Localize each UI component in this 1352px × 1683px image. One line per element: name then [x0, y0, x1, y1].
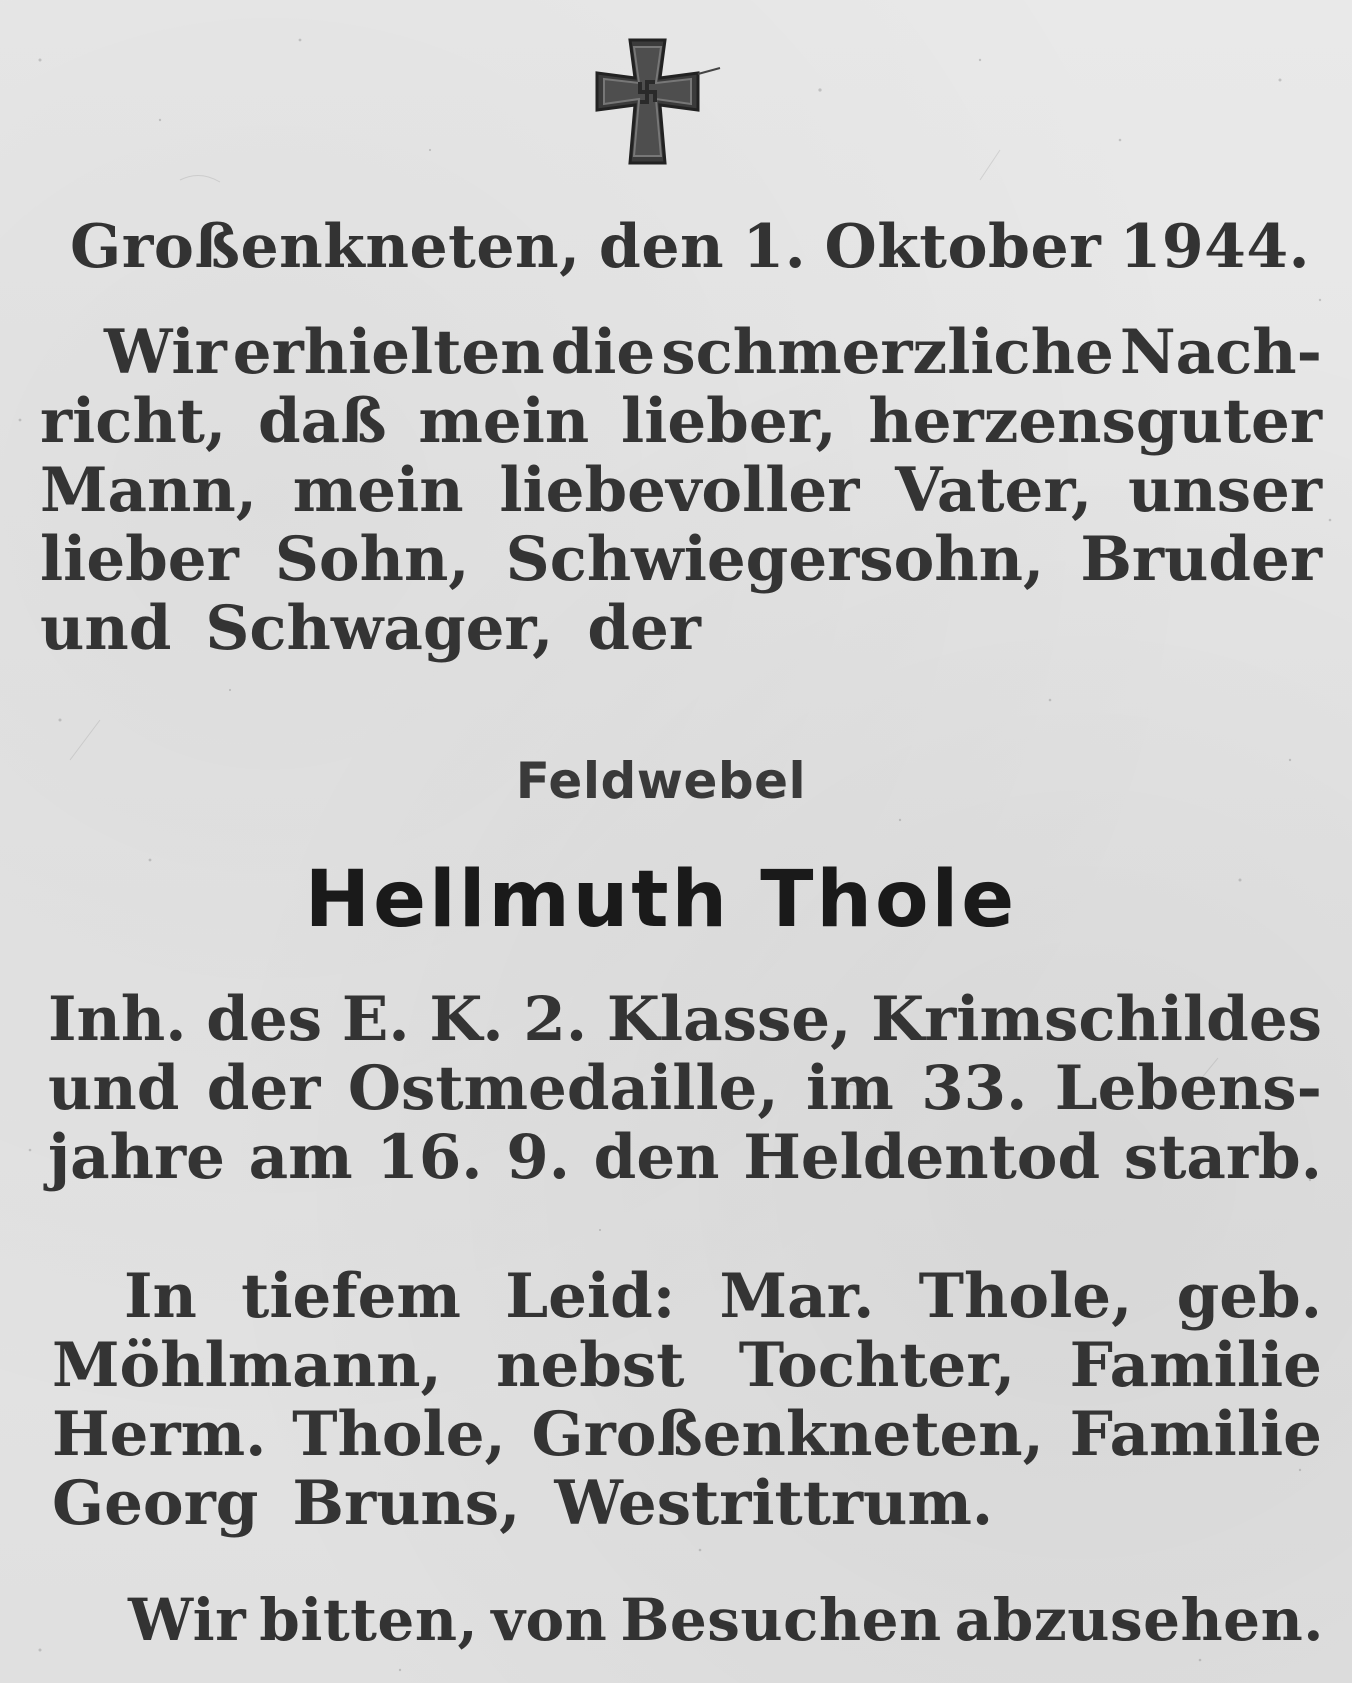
word: Thole,: [918, 1261, 1133, 1332]
word: Georg: [52, 1468, 259, 1539]
word: Thole,: [292, 1399, 506, 1470]
word: Mar.: [719, 1261, 875, 1332]
word: jahre: [48, 1122, 225, 1193]
word: schmerzliche: [661, 317, 1114, 388]
intro-paragraph: [40, 318, 1322, 663]
word: bitten,: [259, 1586, 479, 1654]
word: Leid:: [505, 1261, 676, 1332]
mourners-line: [52, 1400, 1322, 1469]
word: erhielten: [232, 317, 545, 388]
word: von: [491, 1586, 608, 1654]
word: Lebens-: [1054, 1053, 1322, 1124]
details-line: [48, 1123, 1322, 1192]
intro-line: [40, 456, 1322, 525]
word: lieber: [40, 524, 239, 595]
details-line: [48, 985, 1322, 1054]
details-line: [48, 1054, 1322, 1123]
word: lieber,: [621, 386, 837, 457]
word: mein: [418, 386, 590, 457]
word: 2.: [523, 984, 588, 1055]
intro-line: [40, 525, 1322, 594]
place-text: Großenkneten,: [70, 212, 581, 282]
word: Sohn,: [274, 524, 470, 595]
word: herzensguter: [868, 386, 1322, 457]
word: richt,: [40, 386, 227, 457]
word: unser: [1128, 455, 1322, 526]
word: Vater,: [895, 455, 1093, 526]
iron-cross-icon: [570, 38, 725, 168]
word: Wir: [104, 317, 227, 388]
mourners-line: [52, 1262, 1322, 1331]
word: Mann,: [40, 455, 257, 526]
word: nebst: [496, 1330, 685, 1401]
word: Heldentod: [743, 1122, 1101, 1193]
word: der: [587, 593, 701, 664]
word: am: [248, 1122, 353, 1193]
word: Wir: [128, 1586, 247, 1654]
date-line: [70, 212, 1310, 282]
word: Westrittrum.: [554, 1468, 994, 1539]
word: den: [593, 1122, 720, 1193]
word: tiefem: [241, 1261, 461, 1332]
date-day: 1.: [742, 212, 807, 282]
details-paragraph: [48, 985, 1322, 1192]
word: Krimschildes: [871, 984, 1322, 1055]
word: und: [48, 1053, 180, 1124]
word: Herm.: [52, 1399, 267, 1470]
word: Bruns,: [292, 1468, 521, 1539]
word: E.: [341, 984, 410, 1055]
date-year: 1944.: [1119, 212, 1310, 282]
word: mein: [292, 455, 464, 526]
deceased-name: Hellmuth Thole: [304, 855, 1018, 945]
word: Bruder: [1080, 524, 1322, 595]
word: starb.: [1123, 1122, 1322, 1193]
word: Familie: [1069, 1330, 1322, 1401]
word: die: [550, 317, 656, 388]
word: Schwager,: [205, 593, 554, 664]
word: Tochter,: [738, 1330, 1016, 1401]
word: Klasse,: [606, 984, 852, 1055]
word: im: [806, 1053, 894, 1124]
word: des: [206, 984, 323, 1055]
word: und: [40, 593, 172, 664]
intro-line: [40, 594, 1322, 663]
word: Schwiegersohn,: [505, 524, 1045, 595]
closing-line: [128, 1586, 1324, 1654]
mourners-line: [52, 1331, 1322, 1400]
word: In: [124, 1261, 197, 1332]
rank-title: Feldwebel: [515, 752, 807, 810]
word: 9.: [506, 1122, 570, 1193]
word: geb.: [1176, 1261, 1322, 1332]
intro-line: [40, 318, 1322, 387]
word: Nach-: [1119, 317, 1322, 388]
date-month: Oktober: [824, 212, 1102, 282]
word: daß: [258, 386, 387, 457]
word: 33.: [921, 1053, 1028, 1124]
word: Großenkneten,: [531, 1399, 1044, 1470]
word: Ostmedaille,: [347, 1053, 779, 1124]
word: K.: [429, 984, 504, 1055]
date-word: den: [598, 212, 725, 282]
mourners-paragraph: [52, 1262, 1322, 1538]
word: Familie: [1069, 1399, 1322, 1470]
word: Inh.: [48, 984, 187, 1055]
word: der: [206, 1053, 321, 1124]
word: liebevoller: [499, 455, 860, 526]
word: Möhlmann,: [52, 1330, 442, 1401]
intro-line: [40, 387, 1322, 456]
word: Besuchen: [620, 1586, 942, 1654]
word: 16.: [376, 1122, 483, 1193]
mourners-line: [52, 1469, 1322, 1538]
word: abzusehen.: [954, 1586, 1324, 1654]
